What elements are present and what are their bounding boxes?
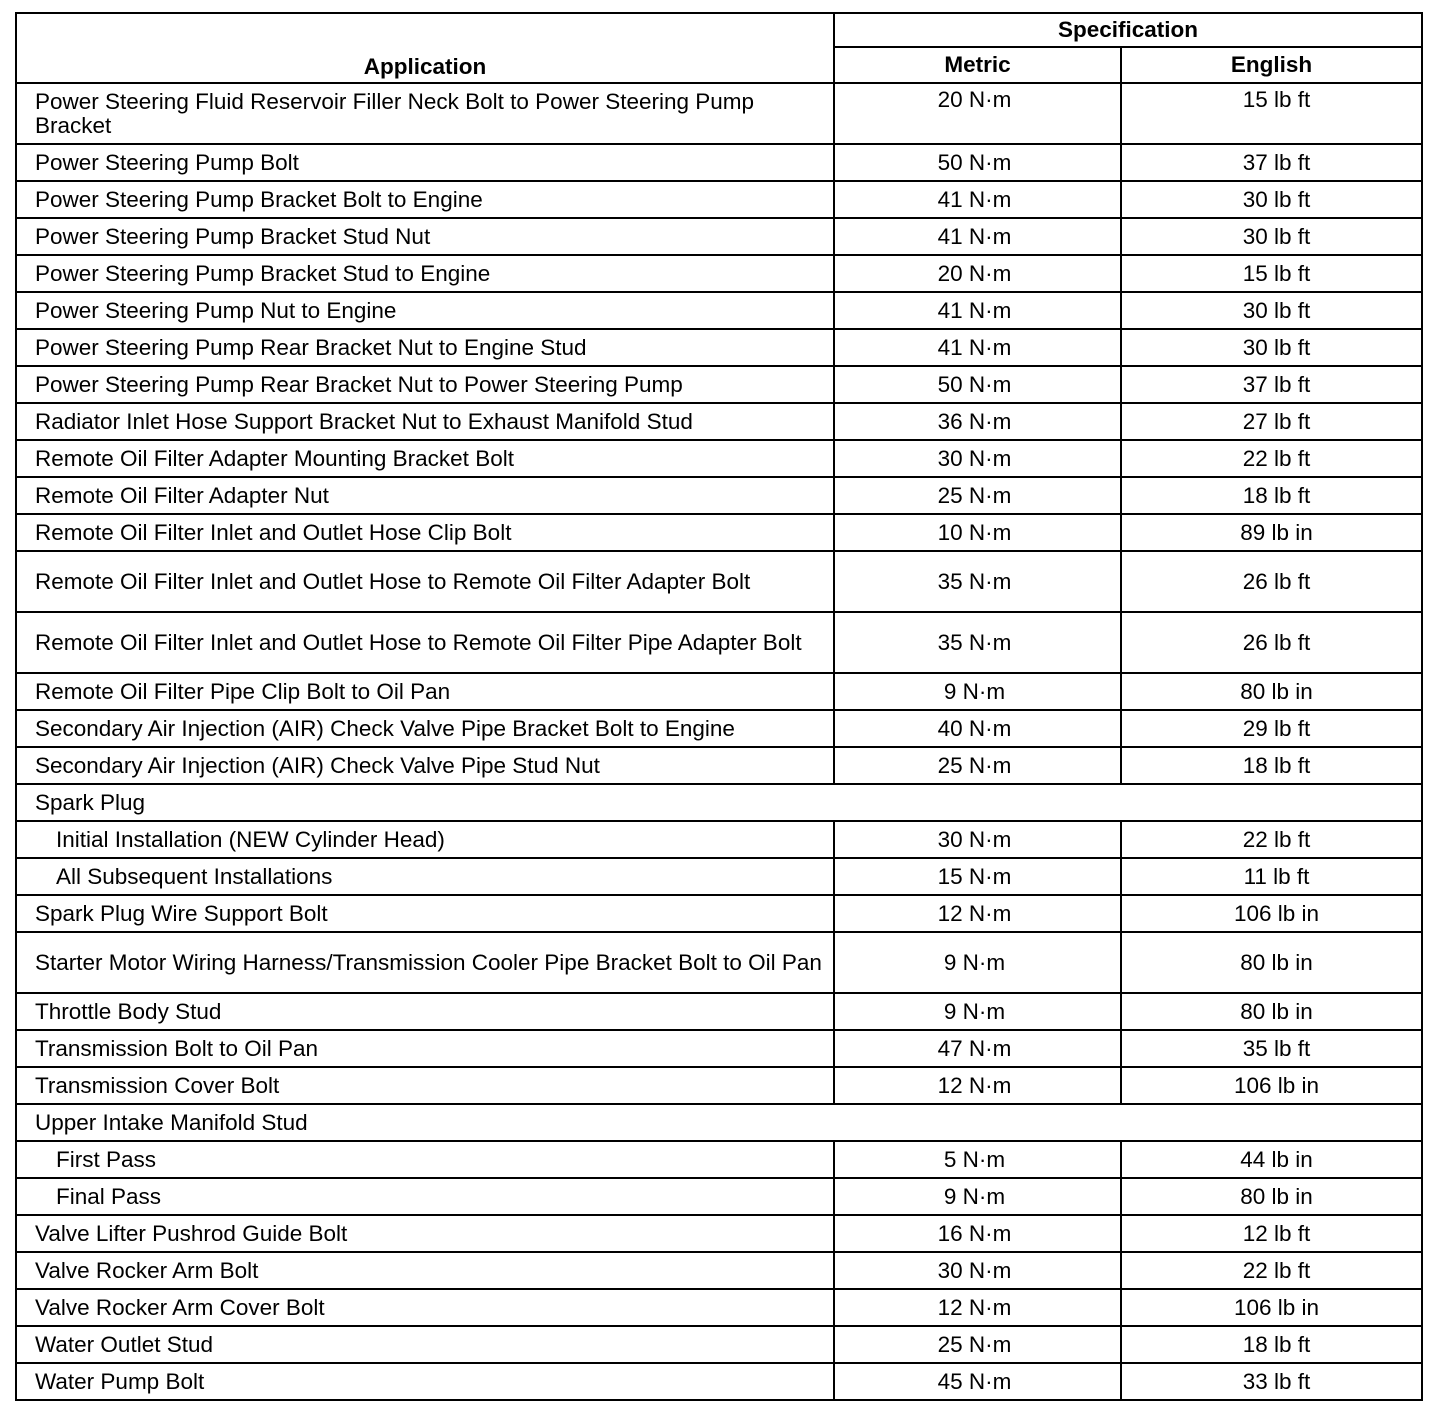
application-cell: Spark Plug Wire Support Bolt	[35, 900, 328, 926]
english-cell: 80 lb in	[1121, 673, 1422, 710]
metric-cell: 41 N·m	[834, 181, 1121, 218]
english-cell: 106 lb in	[1121, 895, 1422, 932]
metric-cell: 25 N·m	[834, 747, 1121, 784]
english-cell: 33 lb ft	[1121, 1363, 1422, 1400]
metric-cell: 50 N·m	[834, 144, 1121, 181]
application-cell: Power Steering Pump Nut to Engine	[35, 297, 397, 323]
metric-cell: 25 N·m	[834, 1326, 1121, 1363]
english-cell: 18 lb ft	[1121, 747, 1422, 784]
english-cell: 22 lb ft	[1121, 1252, 1422, 1289]
application-column-cell	[16, 1326, 834, 1363]
english-cell: 26 lb ft	[1121, 612, 1422, 673]
table-row	[16, 329, 1422, 366]
table-row	[16, 895, 1422, 932]
table-row	[16, 858, 1422, 895]
english-cell: 37 lb ft	[1121, 366, 1422, 403]
application-column-cell	[16, 1141, 834, 1178]
application-cell: Valve Rocker Arm Cover Bolt	[35, 1294, 325, 1320]
application-cell: Secondary Air Injection (AIR) Check Valve Pipe Bracket Bolt to Engine	[35, 715, 735, 741]
table-row	[16, 673, 1422, 710]
application-cell: All Subsequent Installations	[56, 863, 333, 889]
table-row	[16, 1326, 1422, 1363]
english-cell: 26 lb ft	[1121, 551, 1422, 612]
english-cell: 27 lb ft	[1121, 403, 1422, 440]
application-column-cell	[16, 858, 834, 895]
specification-column-header: Specification	[834, 13, 1422, 47]
application-column-cell	[16, 255, 834, 292]
metric-cell: 9 N·m	[834, 993, 1121, 1030]
english-cell: 89 lb in	[1121, 514, 1422, 551]
table-row	[16, 181, 1422, 218]
table-row	[16, 403, 1422, 440]
application-cell: Power Steering Pump Rear Bracket Nut to Engine Stud	[35, 334, 587, 360]
metric-cell: 30 N·m	[834, 440, 1121, 477]
table-row	[16, 612, 1422, 673]
application-cell: Transmission Cover Bolt	[35, 1072, 280, 1098]
group-row	[16, 1104, 1422, 1141]
metric-cell: 41 N·m	[834, 292, 1121, 329]
table-row	[16, 292, 1422, 329]
english-cell: 30 lb ft	[1121, 329, 1422, 366]
application-cell: Remote Oil Filter Inlet and Outlet Hose to Remote Oil Filter Adapter Bolt	[35, 568, 751, 594]
application-column-cell	[16, 673, 834, 710]
application-column-header: Application	[16, 13, 834, 83]
application-cell: Radiator Inlet Hose Support Bracket Nut to Exhaust Manifold Stud	[35, 408, 693, 434]
table-row	[16, 747, 1422, 784]
table-row	[16, 1178, 1422, 1215]
application-column-cell	[16, 1289, 834, 1326]
application-cell: Valve Rocker Arm Bolt	[35, 1257, 259, 1283]
table-row	[16, 1363, 1422, 1400]
english-cell: 106 lb in	[1121, 1289, 1422, 1326]
application-column-cell	[16, 1178, 834, 1215]
metric-cell: 50 N·m	[834, 366, 1121, 403]
metric-cell: 12 N·m	[834, 1067, 1121, 1104]
application-cell: First Pass	[56, 1146, 157, 1172]
metric-cell: 30 N·m	[834, 821, 1121, 858]
metric-cell: 30 N·m	[834, 1252, 1121, 1289]
group-label: Upper Intake Manifold Stud	[16, 1104, 1422, 1141]
metric-cell: 25 N·m	[834, 477, 1121, 514]
application-column-cell	[16, 710, 834, 747]
application-cell: Valve Lifter Pushrod Guide Bolt	[35, 1220, 348, 1246]
metric-cell: 41 N·m	[834, 218, 1121, 255]
torque-specification-table	[15, 12, 1423, 1401]
table-row	[16, 710, 1422, 747]
english-cell: 37 lb ft	[1121, 144, 1422, 181]
table-row	[16, 1067, 1422, 1104]
application-column-cell	[16, 218, 834, 255]
application-column-cell	[16, 292, 834, 329]
application-column-cell	[16, 993, 834, 1030]
application-column-cell	[16, 1067, 834, 1104]
application-column-cell	[16, 440, 834, 477]
english-cell: 18 lb ft	[1121, 1326, 1422, 1363]
application-cell: Secondary Air Injection (AIR) Check Valve Pipe Stud Nut	[35, 752, 600, 778]
application-column-cell	[16, 747, 834, 784]
application-cell: Remote Oil Filter Inlet and Outlet Hose Clip Bolt	[35, 519, 512, 545]
table-row	[16, 1289, 1422, 1326]
metric-cell: 40 N·m	[834, 710, 1121, 747]
table-row	[16, 514, 1422, 551]
english-cell: 22 lb ft	[1121, 440, 1422, 477]
english-cell: 11 lb ft	[1121, 858, 1422, 895]
metric-cell: 47 N·m	[834, 1030, 1121, 1067]
english-column-header: English	[1121, 47, 1422, 83]
group-row	[16, 784, 1422, 821]
application-cell: Throttle Body Stud	[35, 998, 222, 1024]
application-cell: Remote Oil Filter Adapter Nut	[35, 482, 329, 508]
table-row	[16, 551, 1422, 612]
application-column-cell	[16, 1363, 834, 1400]
table-row	[16, 477, 1422, 514]
english-cell: 44 lb in	[1121, 1141, 1422, 1178]
application-column-cell	[16, 612, 834, 673]
metric-cell: 12 N·m	[834, 895, 1121, 932]
application-cell: Final Pass	[56, 1183, 162, 1209]
metric-cell: 12 N·m	[834, 1289, 1121, 1326]
application-column-cell	[16, 551, 834, 612]
metric-cell: 20 N·m	[834, 83, 1121, 144]
group-label: Spark Plug	[16, 784, 1422, 821]
english-cell: 30 lb ft	[1121, 292, 1422, 329]
application-column-cell	[16, 1030, 834, 1067]
application-column-cell	[16, 932, 834, 993]
application-cell: Power Steering Pump Bracket Stud Nut	[35, 223, 431, 249]
english-cell: 106 lb in	[1121, 1067, 1422, 1104]
metric-cell: 45 N·m	[834, 1363, 1121, 1400]
table-row	[16, 218, 1422, 255]
table-row	[16, 821, 1422, 858]
application-cell: Power Steering Pump Bolt	[35, 149, 299, 175]
application-column-cell	[16, 403, 834, 440]
table-row	[16, 932, 1422, 993]
application-column-cell	[16, 477, 834, 514]
english-cell: 15 lb ft	[1121, 255, 1422, 292]
application-cell: Remote Oil Filter Adapter Mounting Bracket Bolt	[35, 445, 514, 471]
table-header	[16, 13, 1422, 83]
metric-cell: 10 N·m	[834, 514, 1121, 551]
table-row	[16, 366, 1422, 403]
table-row	[16, 1141, 1422, 1178]
table-row	[16, 144, 1422, 181]
english-cell: 30 lb ft	[1121, 181, 1422, 218]
application-cell: Remote Oil Filter Inlet and Outlet Hose to Remote Oil Filter Pipe Adapter Bolt	[35, 629, 802, 655]
table-row	[16, 1215, 1422, 1252]
application-column-cell	[16, 895, 834, 932]
english-cell: 80 lb in	[1121, 932, 1422, 993]
english-cell: 12 lb ft	[1121, 1215, 1422, 1252]
table-body	[16, 83, 1422, 1400]
application-cell: Water Pump Bolt	[35, 1368, 205, 1394]
metric-cell: 35 N·m	[834, 551, 1121, 612]
metric-cell: 16 N·m	[834, 1215, 1121, 1252]
table-row	[16, 83, 1422, 144]
application-column-cell	[16, 1252, 834, 1289]
metric-cell: 20 N·m	[834, 255, 1121, 292]
table-row	[16, 993, 1422, 1030]
application-column-cell	[16, 144, 834, 181]
english-cell: 18 lb ft	[1121, 477, 1422, 514]
application-cell: Power Steering Pump Bracket Bolt to Engine	[35, 186, 483, 212]
application-column-cell	[16, 1215, 834, 1252]
metric-cell: 41 N·m	[834, 329, 1121, 366]
metric-cell: 9 N·m	[834, 932, 1121, 993]
application-cell: Transmission Bolt to Oil Pan	[35, 1035, 319, 1061]
application-cell: Power Steering Pump Rear Bracket Nut to Power Steering Pump	[35, 371, 683, 397]
application-cell: Power Steering Pump Bracket Stud to Engine	[35, 260, 491, 286]
application-cell: Remote Oil Filter Pipe Clip Bolt to Oil Pan	[35, 678, 451, 704]
application-column-cell	[16, 329, 834, 366]
metric-cell: 9 N·m	[834, 673, 1121, 710]
application-column-cell	[16, 366, 834, 403]
application-cell: Power Steering Fluid Reservoir Filler Neck Bolt to Power Steering Pump Bracket	[35, 88, 755, 138]
application-column-cell	[16, 83, 834, 144]
application-cell: Water Outlet Stud	[35, 1331, 213, 1357]
english-cell: 35 lb ft	[1121, 1030, 1422, 1067]
table-row	[16, 255, 1422, 292]
metric-cell: 15 N·m	[834, 858, 1121, 895]
metric-cell: 9 N·m	[834, 1178, 1121, 1215]
metric-column-header: Metric	[834, 47, 1121, 83]
application-cell: Starter Motor Wiring Harness/Transmission Cooler Pipe Bracket Bolt to Oil Pan	[35, 949, 822, 975]
english-cell: 29 lb ft	[1121, 710, 1422, 747]
table-row	[16, 1030, 1422, 1067]
english-cell: 22 lb ft	[1121, 821, 1422, 858]
metric-cell: 35 N·m	[834, 612, 1121, 673]
application-column-cell	[16, 821, 834, 858]
application-cell: Initial Installation (NEW Cylinder Head)	[56, 826, 445, 852]
english-cell: 80 lb in	[1121, 993, 1422, 1030]
metric-cell: 36 N·m	[834, 403, 1121, 440]
application-column-cell	[16, 181, 834, 218]
application-column-cell	[16, 514, 834, 551]
table-row	[16, 440, 1422, 477]
metric-cell: 5 N·m	[834, 1141, 1121, 1178]
english-cell: 15 lb ft	[1121, 83, 1422, 144]
english-cell: 30 lb ft	[1121, 218, 1422, 255]
english-cell: 80 lb in	[1121, 1178, 1422, 1215]
table-row	[16, 1252, 1422, 1289]
